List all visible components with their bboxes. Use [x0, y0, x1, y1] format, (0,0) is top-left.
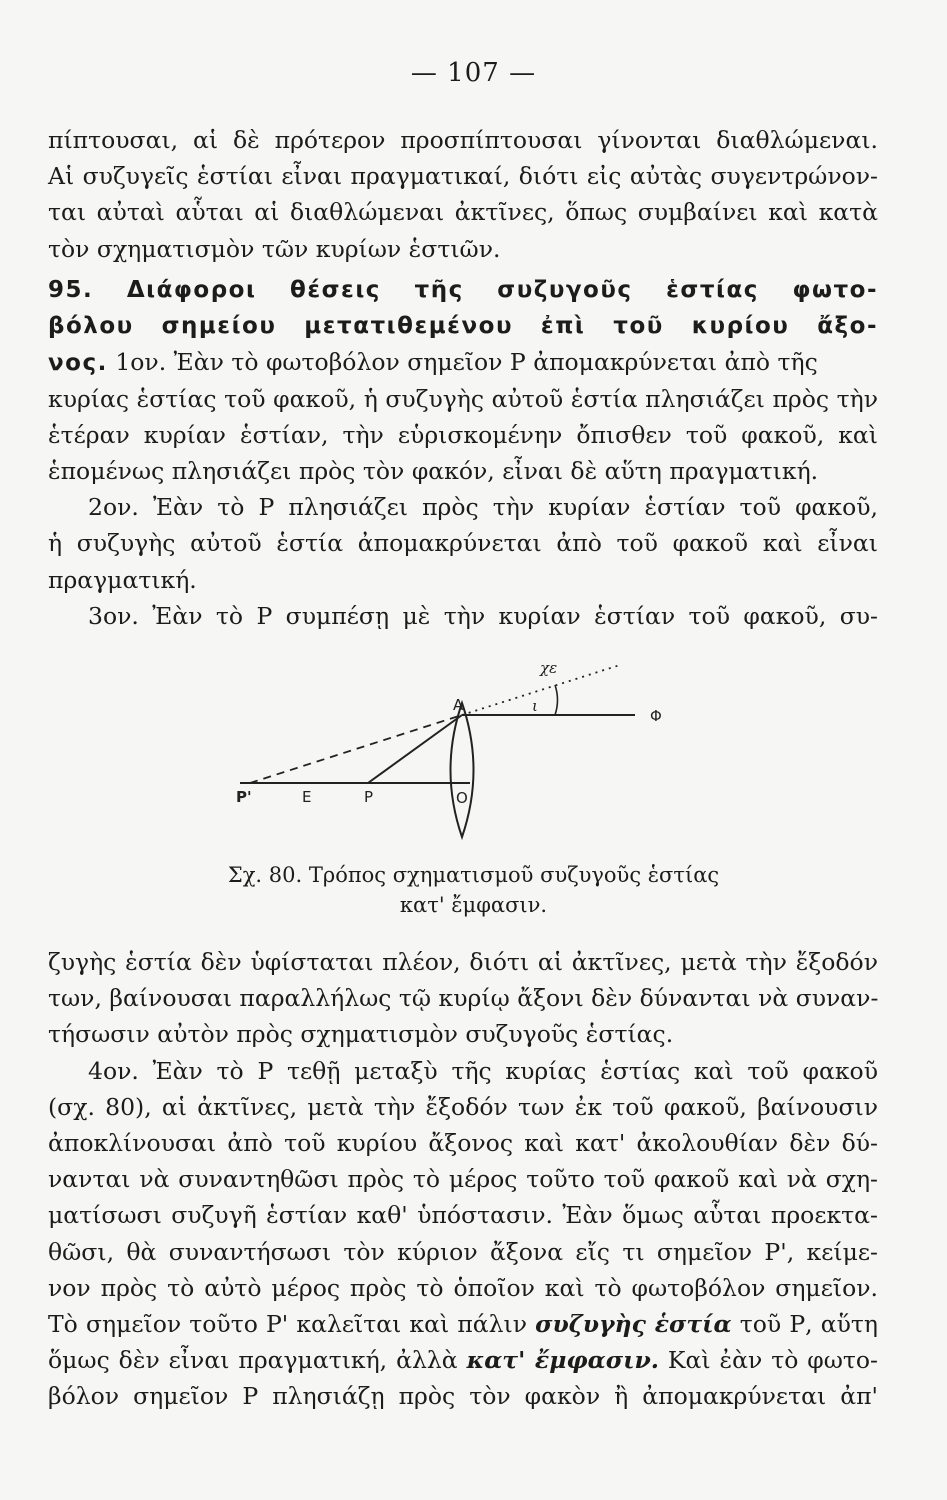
caption-line: κατ' ἔμφασιν.: [399, 893, 548, 917]
o-label: O: [456, 789, 468, 807]
text-line: νον πρὸς τὸ αὐτὸ μέρος πρὸς τὸ ὁποῖον καὶ τὸ φωτοβόλον σημεῖον.: [48, 1273, 878, 1302]
text-segment: 1ον. Ἐὰν τὸ φωτοβόλον σημεῖον Ρ ἀπομακρύνεται ἀπὸ τῆς: [115, 348, 818, 377]
section-heading-end-line: [48, 344, 878, 380]
text-line-emphasis: [48, 1342, 878, 1378]
p-prime-label: Ρ': [236, 788, 252, 806]
angle-small-label: ι: [532, 697, 538, 715]
text-line: Αἱ συζυγεῖς ἑστίαι εἶναι πραγματικαί, διότι εἰς αὐτὰς συγεντρώνον-: [48, 162, 878, 191]
text-segment: ὅμως δὲν εἶναι πραγματική, ἀλλὰ: [48, 1346, 458, 1375]
section-95: [48, 272, 878, 634]
text-line: θῶσι, θὰ συναντήσωσι τὸν κύριον ἄξονα εἴς τι σημεῖον Ρ', κείμε-: [48, 1237, 878, 1266]
text-line: 2ον. Ἐὰν τὸ Ρ πλησιάζει πρὸς τὴν κυρίαν ἑστίαν τοῦ φακοῦ,: [88, 493, 878, 522]
figure-80: [236, 655, 680, 855]
bottom-paragraph: [48, 944, 878, 1414]
text-line: 3ον. Ἐὰν τὸ Ρ συμπέσῃ μὲ τὴν κυρίαν ἑστίαν τοῦ φακοῦ, συ-: [88, 601, 878, 630]
caption-line: Σχ. 80. Τρόπος σχηματισμοῦ συζυγοῦς ἑστίας: [227, 863, 720, 887]
section-heading-tail: νος.: [48, 350, 108, 377]
text-line: ται αὐταὶ αὗται αἱ διαθλώμεναι ἀκτῖνες, ὅπως συμβαίνει καὶ κατὰ: [48, 198, 878, 227]
incident-ray: [368, 715, 462, 783]
text-segment: Τὸ σημεῖον τοῦτο Ρ' καλεῖται καὶ πάλιν: [48, 1309, 528, 1338]
angle-top-label: χε: [540, 659, 558, 677]
text-segment: Καὶ ἐὰν τὸ φωτο-: [667, 1346, 878, 1375]
phi-label: Φ: [650, 707, 662, 725]
point-a-label: A: [453, 696, 464, 714]
p-label: P: [364, 788, 374, 806]
virtual-ray-extension: [250, 715, 462, 783]
text-line-emphasis: [48, 1306, 878, 1342]
text-line: πραγματική.: [48, 565, 197, 594]
page-number: — 107 —: [410, 58, 537, 88]
lens-diagram: [236, 655, 680, 855]
emphasis-term: κατ' ἔμφασιν.: [466, 1346, 659, 1375]
text-line: βόλον σημεῖον Ρ πλησιάζῃ πρὸς τὸν φακὸν ἢ ἀπομακρύνεται ἀπ': [48, 1382, 878, 1411]
text-line: κυρίας ἑστίας τοῦ φακοῦ, ἡ συζυγὴς αὐτοῦ ἑστία πλησιάζει πρὸς τὴν: [48, 384, 878, 413]
text-segment: τοῦ Ρ, αὕτη: [739, 1309, 878, 1338]
text-line: ἑτέραν κυρίαν ἑστίαν, τὴν εὑρισκομένην ὄπισθεν τοῦ φακοῦ, καὶ: [48, 420, 878, 449]
text-line: πίπτουσαι, αἱ δὲ πρότερον προσπίπτουσαι γίνονται διαθλώμεναι.: [48, 126, 878, 154]
section-heading-line: 95. Διάφοροι θέσεις τῆς συζυγοῦς ἑστίας φωτο-: [48, 277, 878, 303]
text-line: ἀποκλίνουσαι ἀπὸ τοῦ κυρίου ἄξονος καὶ κατ' ἀκολουθίαν δὲν δύ-: [48, 1128, 878, 1157]
text-line: τὸν σχηματισμὸν τῶν κυρίων ἑστιῶν.: [48, 234, 501, 263]
text-line: ζυγὴς ἑστία δὲν ὑφίσταται πλέον, διότι αἱ ἀκτῖνες, μετὰ τὴν ἔξοδόν: [48, 948, 878, 976]
text-line: τήσωσιν αὐτὸν πρὸς σχηματισμὸν συζυγοῦς ἑστίας.: [48, 1020, 674, 1049]
text-line: ἡ συζυγὴς αὐτοῦ ἑστία ἀπομακρύνεται ἀπὸ τοῦ φακοῦ καὶ εἶναι: [48, 529, 878, 558]
converging-lens: [451, 703, 474, 837]
figure-caption: [0, 860, 947, 920]
text-line: των, βαίνουσαι παραλλήλως τῷ κυρίῳ ἄξονι δὲν δύνανται νὰ συναν-: [48, 984, 879, 1013]
text-line: (σχ. 80), αἱ ἀκτῖνες, μετὰ τὴν ἔξοδόν των ἐκ τοῦ φακοῦ, βαίνουσιν: [48, 1092, 878, 1121]
text-line: ἑπομένως πλησιάζει πρὸς τὸν φακόν, εἶναι δὲ αὕτη πραγματική.: [48, 456, 819, 485]
top-paragraph: [48, 122, 878, 267]
section-heading-line: βόλου σημείου μετατιθεμένου ἐπὶ τοῦ κυρίου ἄξο-: [48, 313, 878, 340]
emphasis-term: συζυγὴς ἑστία: [535, 1309, 732, 1338]
text-line: νανται νὰ συναντηθῶσι πρὸς τὸ μέρος τοῦτο τοῦ φακοῦ καὶ νὰ σχη-: [48, 1165, 878, 1194]
angle-arc: [555, 685, 558, 715]
e-label: E: [302, 788, 312, 806]
text-line: 4ον. Ἐὰν τὸ Ρ τεθῇ μεταξὺ τῆς κυρίας ἑστίας καὶ τοῦ φακοῦ: [88, 1056, 878, 1085]
text-line: ματίσωσι συζυγῆ ἑστίαν καθ' ὑπόστασιν. Ἐὰν ὅμως αὗται προεκτα-: [48, 1201, 878, 1230]
